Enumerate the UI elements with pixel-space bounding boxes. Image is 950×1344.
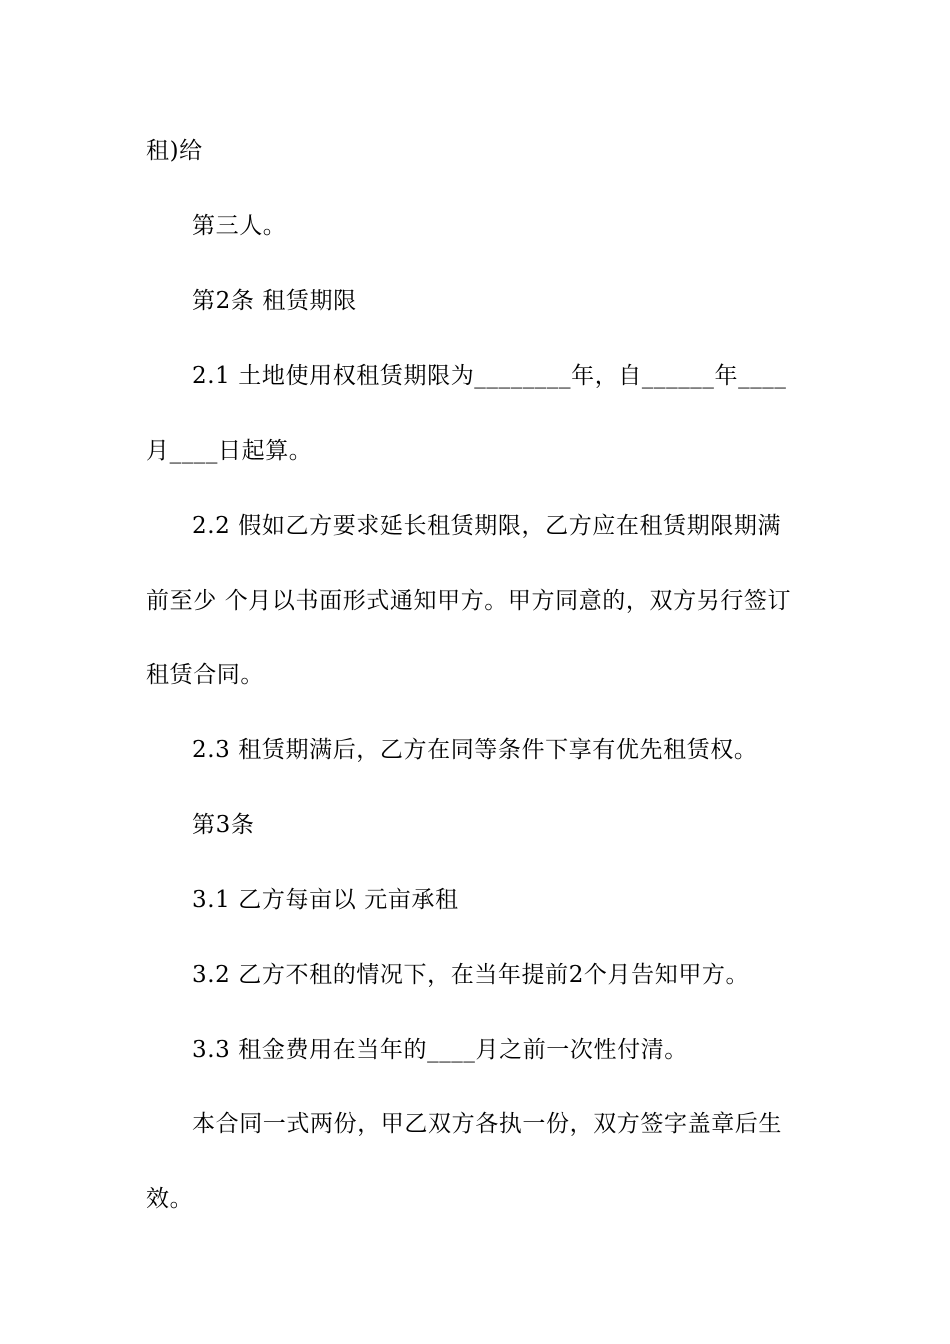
article-3-heading: 第3条 (192, 812, 255, 838)
text-line-2: 第三人。 (192, 213, 287, 239)
article-2-heading: 第2条 租赁期限 (192, 288, 357, 314)
clause-2-1: 2.1 土地使用权租赁期限为________年，自______年____ (192, 363, 787, 389)
clause-2-2: 2.2 假如乙方要求延长租赁期限，乙方应在租赁期限期满 (192, 513, 782, 539)
clause-2-2-end: 租赁合同。 (146, 662, 264, 688)
clause-2-3: 2.3 租赁期满后，乙方在同等条件下享有优先租赁权。 (192, 737, 758, 763)
clause-2-2-continued: 前至少 个月以书面形式通知甲方。甲方同意的，双方另行签订 (146, 588, 792, 614)
clause-3-1: 3.1 乙方每亩以 元亩承租 (192, 887, 459, 913)
closing-statement-end: 效。 (146, 1186, 194, 1212)
closing-statement: 本合同一式两份，甲乙双方各执一份，双方签字盖章后生 (192, 1111, 782, 1137)
clause-3-3: 3.3 租金费用在当年的____月之前一次性付清。 (192, 1037, 688, 1063)
text-line-1: 租)给 (146, 138, 203, 164)
clause-3-2: 3.2 乙方不租的情况下，在当年提前2个月告知甲方。 (192, 962, 750, 988)
clause-2-1-continued: 月____日起算。 (146, 438, 313, 464)
